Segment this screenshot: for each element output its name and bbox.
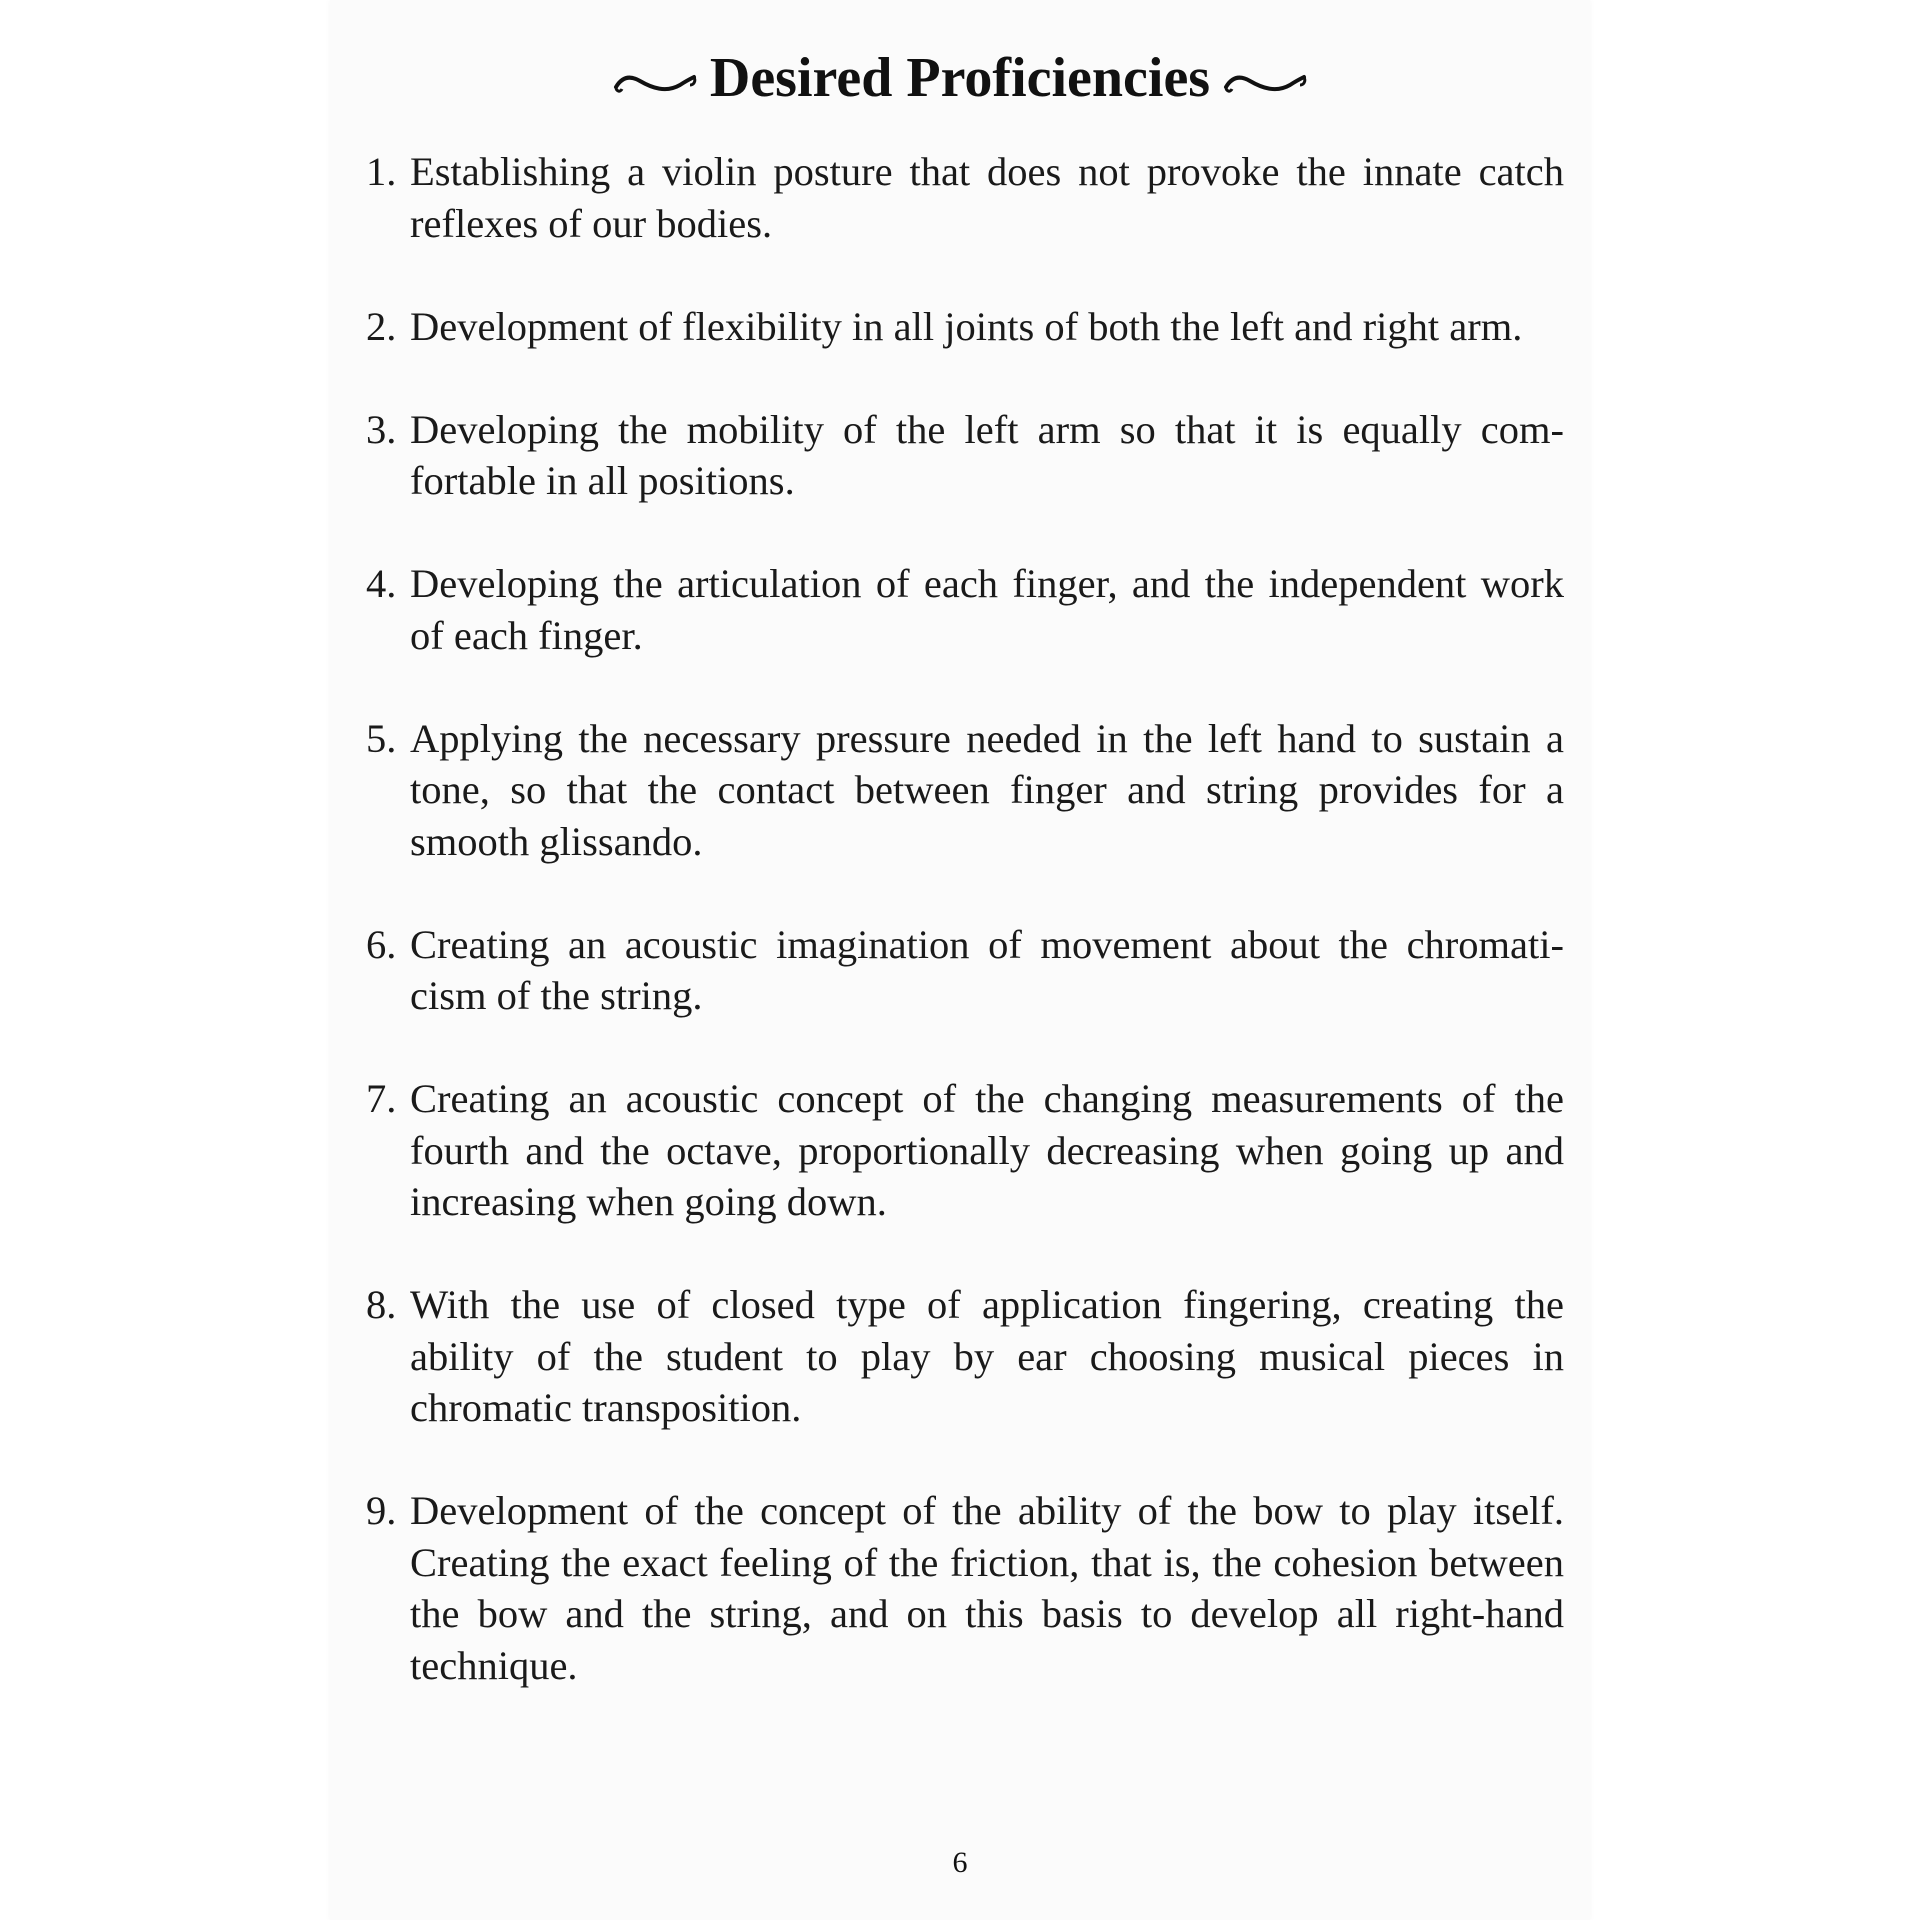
- item-number: 6.: [366, 921, 397, 967]
- item-number: 9.: [366, 1488, 397, 1533]
- item-text: With the use of closed type of application fingering, creating the ability of the student to play by ear choosing musical pieces in chromatic transposition.: [410, 1282, 1564, 1430]
- swash-ornament-icon: [1222, 67, 1308, 99]
- list-item: [366, 1279, 1564, 1434]
- proficiency-list: [366, 146, 1564, 1743]
- item-text: Establishing a violin posture that does not provoke the innate catch reflexes of our bodies.: [410, 149, 1564, 246]
- page-title-row: [0, 38, 1920, 118]
- item-text: Applying the necessary pressure needed in the left hand to sustain a tone, so that the contact between finger and string provides for a smooth glissando.: [410, 715, 1564, 864]
- item-text: Developing the mobility of the left arm so that it is equally com-fortable in all positions.: [410, 406, 1564, 503]
- list-item: [366, 713, 1564, 868]
- item-number: 5.: [366, 715, 397, 761]
- list-item: [366, 558, 1564, 661]
- list-item: [366, 1485, 1564, 1691]
- item-number: 3.: [366, 406, 397, 452]
- list-item: [366, 404, 1564, 507]
- list-item: [366, 1073, 1564, 1228]
- list-item: [366, 919, 1564, 1022]
- item-text: Development of the concept of the ability of the bow to play itself. Creating the exact feeling of the friction, that is, the cohesion between the bow and the string, and on this basis to develop all right-hand technique.: [410, 1488, 1564, 1688]
- item-number: 1.: [366, 149, 397, 194]
- page-number: 6: [952, 1846, 968, 1879]
- item-number: 2.: [366, 303, 397, 349]
- list-item: [366, 301, 1564, 353]
- swash-ornament-icon: [612, 67, 698, 99]
- item-text: Development of flexibility in all joints of both the left and right arm.: [410, 303, 1523, 349]
- item-text: Developing the articulation of each finger, and the independent work of each finger.: [410, 561, 1564, 658]
- list-item: [366, 146, 1564, 249]
- item-text: Creating an acoustic concept of the changing measurements of the fourth and the octave, proportionally decreasing when going up and increasing when going down.: [410, 1076, 1564, 1224]
- page-title: Desired Proficiencies: [709, 47, 1211, 109]
- item-number: 8.: [366, 1282, 397, 1327]
- item-number: 7.: [366, 1076, 397, 1121]
- item-text: Creating an acoustic imagination of movement about the chromati-cism of the string.: [410, 921, 1564, 1018]
- item-number: 4.: [366, 561, 397, 606]
